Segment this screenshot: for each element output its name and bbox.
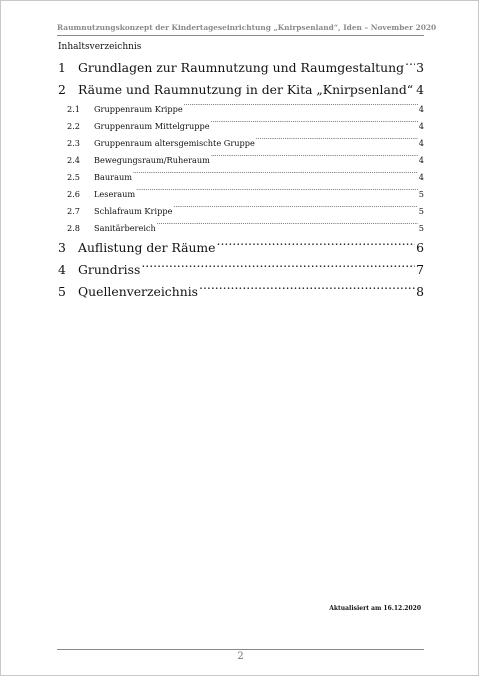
toc-entry-text: Schlafraum Krippe: [94, 206, 173, 216]
toc-dot-leader: [405, 60, 415, 72]
toc-entry-text: Grundriss: [78, 262, 141, 277]
table-of-contents: [58, 57, 424, 303]
toc-entry-text: Grundlagen zur Raumnutzung und Raumgestaltung: [78, 60, 405, 75]
toc-entry-text: Bewegungsraum/Ruheraum: [94, 155, 210, 165]
toc-entry-number: 2.2: [67, 121, 81, 131]
toc-entry-page: 5: [418, 206, 424, 216]
toc-entry-4[interactable]: [58, 259, 424, 281]
toc-entry-page: 6: [416, 240, 424, 255]
toc-entry-text: Räume und Raumnutzung in der Kita „Knirpsenland“: [78, 82, 414, 97]
toc-entry-number: 2.4: [67, 155, 81, 165]
toc-entry-2-6[interactable]: [58, 186, 424, 203]
toc-entry-5[interactable]: [58, 281, 424, 303]
toc-entry-3[interactable]: [58, 237, 424, 259]
toc-entry-2-8[interactable]: [58, 220, 424, 237]
toc-entry-number: 2.3: [67, 138, 81, 148]
toc-entry-page: 8: [416, 284, 424, 299]
toc-entry-page: 4: [416, 82, 424, 97]
toc-entry-page: 4: [418, 138, 424, 148]
toc-dot-leader: [157, 223, 418, 231]
toc-dot-leader: [136, 189, 418, 197]
toc-title: Inhaltsverzeichnis: [58, 42, 142, 52]
toc-entry-2-1[interactable]: [58, 101, 424, 118]
toc-entry-text: Auflistung der Räume: [78, 240, 216, 255]
toc-entry-2[interactable]: [58, 79, 424, 101]
toc-entry-2-7[interactable]: [58, 203, 424, 220]
toc-entry-number: 3: [58, 240, 66, 255]
toc-entry-number: 2: [58, 82, 66, 97]
toc-dot-leader: [141, 262, 415, 274]
toc-entry-page: 4: [418, 172, 424, 182]
toc-entry-number: 4: [58, 262, 66, 277]
toc-dot-leader: [173, 206, 417, 214]
toc-entry-text: Gruppenraum Krippe: [94, 104, 183, 114]
toc-dot-leader: [217, 240, 416, 252]
toc-entry-number: 5: [58, 284, 66, 299]
toc-entry-1[interactable]: [58, 57, 424, 79]
toc-entry-page: 4: [418, 121, 424, 131]
toc-dot-leader: [133, 172, 418, 180]
footer-rule: [57, 649, 424, 650]
page-number: 2: [237, 651, 244, 662]
toc-dot-leader: [211, 155, 418, 163]
toc-entry-text: Leseraum: [94, 189, 136, 199]
toc-entry-text: Bauraum: [94, 172, 133, 182]
toc-entry-page: 7: [416, 262, 424, 277]
toc-entry-page: 5: [418, 189, 424, 199]
toc-entry-2-3[interactable]: [58, 135, 424, 152]
toc-entry-2-2[interactable]: [58, 118, 424, 135]
toc-entry-text: Gruppenraum altersgemischte Gruppe: [94, 138, 255, 148]
toc-entry-page: 4: [418, 155, 424, 165]
toc-dot-leader: [211, 121, 418, 129]
toc-dot-leader: [414, 82, 415, 94]
toc-entry-text: Gruppenraum Mittelgruppe: [94, 121, 210, 131]
toc-entry-number: 2.6: [67, 189, 81, 199]
toc-entry-number: 2.8: [67, 223, 81, 233]
toc-entry-number: 1: [58, 60, 66, 75]
toc-entry-text: Sanitärbereich: [94, 223, 156, 233]
header-rule: [57, 35, 424, 36]
toc-dot-leader: [256, 138, 418, 146]
toc-entry-number: 2.7: [67, 206, 81, 216]
toc-entry-page: 3: [416, 60, 424, 75]
toc-entry-page: 5: [418, 223, 424, 233]
toc-entry-text: Quellenverzeichnis: [78, 284, 199, 299]
last-updated-note: Aktualisiert am 16.12.2020: [329, 605, 421, 612]
toc-entry-2-4[interactable]: [58, 152, 424, 169]
page-header: Raumnutzungskonzept der Kindertageseinrichtung „Knirpsenland“, Iden – November 2020: [57, 23, 437, 32]
toc-dot-leader: [184, 104, 418, 112]
toc-dot-leader: [199, 284, 415, 296]
toc-entry-number: 2.1: [67, 104, 81, 114]
toc-entry-2-5[interactable]: [58, 169, 424, 186]
toc-entry-page: 4: [418, 104, 424, 114]
toc-entry-number: 2.5: [67, 172, 81, 182]
